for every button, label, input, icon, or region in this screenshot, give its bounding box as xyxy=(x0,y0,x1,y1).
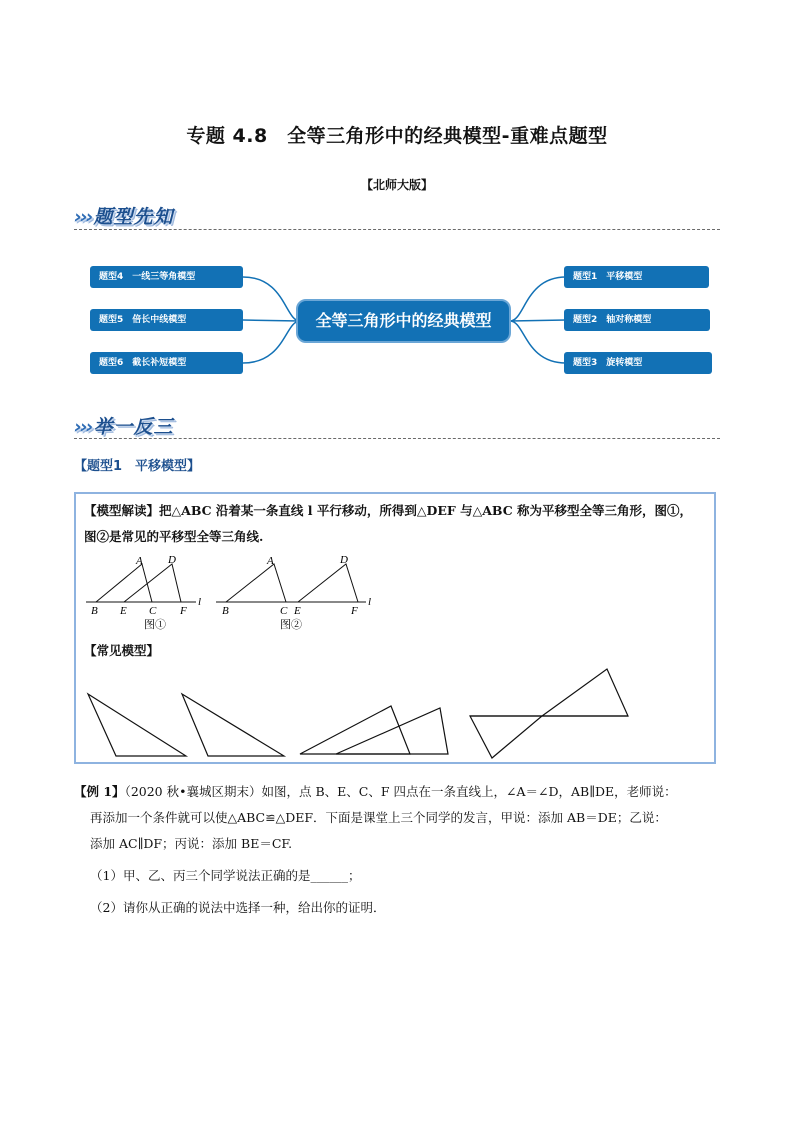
common-models-figure xyxy=(76,664,716,764)
point-label-B: B xyxy=(91,605,98,617)
figure-1 xyxy=(84,552,214,632)
model-intro xyxy=(84,498,710,550)
example-source: （2020 秋•襄城区期末） xyxy=(124,784,262,799)
example-line1: 如图，点 B、E、C、F 四点在一条直线上，∠A＝∠D，AB∥DE，老师说： xyxy=(261,784,677,799)
banner-label: 题型先知 xyxy=(93,206,174,228)
question-1: （1）甲、乙、丙三个同学说法正确的是______； xyxy=(90,868,361,883)
point-label-E: E xyxy=(120,605,127,617)
model-explanation-box xyxy=(74,492,716,764)
mindmap-node-type6[interactable]: 题型6 截长补短模型 xyxy=(90,352,243,374)
point-label-F: F xyxy=(351,605,358,617)
example-line3: 添加 AC∥DF；丙说：添加 BE＝CF. xyxy=(90,836,293,851)
question-2: （2）请你从正确的说法中选择一种，给出你的证明． xyxy=(90,900,386,915)
point-label-A: A xyxy=(136,555,143,567)
figure-1-caption: 图① xyxy=(144,619,166,631)
example-tag: 【例 1】 xyxy=(74,784,125,799)
example-line2: 再添加一个条件就可以使△ABC≌△DEF．下面是课堂上三个同学的发言，甲说：添加 AB＝DE；乙说： xyxy=(90,810,667,825)
point-label-F: F xyxy=(180,605,187,617)
section-title-type1: 【题型1 平移模型】 xyxy=(74,459,201,474)
point-label-A: A xyxy=(267,555,274,567)
mindmap-node-type1[interactable]: 题型1 平移模型 xyxy=(564,266,709,288)
mindmap-node-type4[interactable]: 题型4 一线三等角模型 xyxy=(90,266,243,288)
figure-2 xyxy=(212,552,382,632)
point-label-D: D xyxy=(340,554,348,566)
example-1 xyxy=(74,779,724,921)
common-models-tag: 【常见模型】 xyxy=(84,643,160,658)
point-label-D: D xyxy=(168,554,176,566)
mindmap-node-type2[interactable]: 题型2 轴对称模型 xyxy=(564,309,710,331)
mindmap xyxy=(0,0,794,400)
intro-line1: 把△ABC 沿着某一条直线 l 平行移动，所得到△DEF 与△ABC 称为平移型全等三角形，图①， xyxy=(159,503,692,518)
point-label-B: B xyxy=(222,605,229,617)
point-label-E: E xyxy=(294,605,301,617)
point-label-C: C xyxy=(149,605,157,617)
point-label-C: C xyxy=(280,605,288,617)
mindmap-center: 全等三角形中的经典模型 xyxy=(296,299,511,343)
page-title: 专题 4.8 全等三角形中的经典模型-重难点题型 xyxy=(186,125,608,147)
figure-2-caption: 图② xyxy=(280,619,302,631)
divider xyxy=(74,438,720,439)
mindmap-node-type3[interactable]: 题型3 旋转模型 xyxy=(564,352,712,374)
arrows-icon: ››› xyxy=(74,416,92,438)
intro-line2: 图②是常见的平移型全等三角线. xyxy=(84,529,264,544)
edition-label: 【北师大版】 xyxy=(360,178,433,192)
banner-label: 举一反三 xyxy=(93,416,174,438)
intro-tag: 【模型解读】 xyxy=(84,503,160,518)
line-label-l: l xyxy=(198,596,202,608)
banner-examples xyxy=(74,412,174,439)
mindmap-node-type5[interactable]: 题型5 倍长中线模型 xyxy=(90,309,243,331)
line-label-l: l xyxy=(368,596,372,608)
arrows-icon: ››› xyxy=(74,206,92,228)
